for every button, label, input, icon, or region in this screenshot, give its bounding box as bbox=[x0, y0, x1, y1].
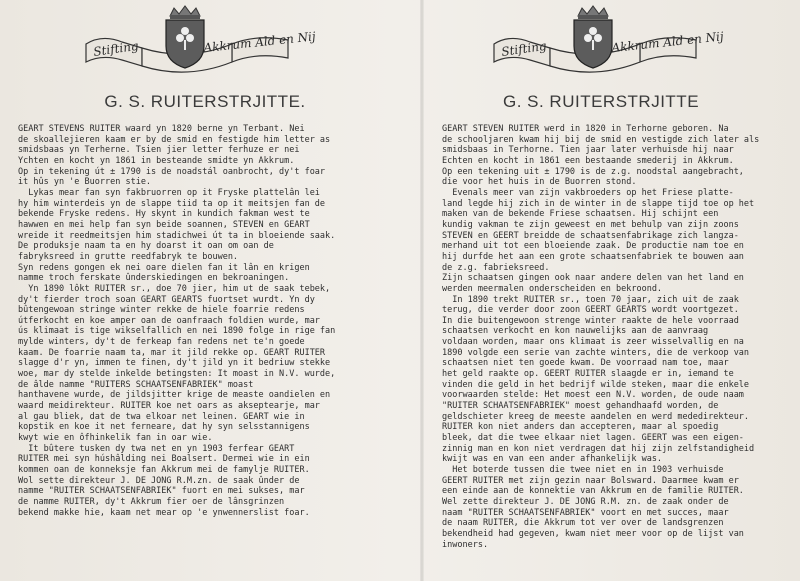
text-line: kommen oan de konneksje fan Akkrum mei de famylje RUITER. bbox=[18, 465, 310, 475]
text-line: ús klimaat is tige wikselfallich en nei 1890 folge in rige fan bbox=[18, 326, 336, 337]
text-line: inwoners. bbox=[442, 539, 489, 550]
text-line: RUITER kon niet anders dan accepteren, maar al spoedig bbox=[442, 422, 719, 433]
text-line: útferkocht en koe amper oan de oanfraach foldien wurde, mar bbox=[18, 315, 320, 326]
text-line: fabryksreed in grutte reedfabryk te bouwen. bbox=[18, 251, 239, 262]
svg-text:Stifting: Stifting bbox=[500, 38, 548, 59]
text-line: terug, die verder door zoon GEERT GEARTS wordt voortgezet. bbox=[442, 305, 739, 316]
text-line: Op een tekening uit ± 1790 is de z.g. noodstal aangebracht, bbox=[442, 166, 744, 177]
svg-text:Akkrum Ald en Nij: Akkrum Ald en Nij bbox=[610, 29, 725, 55]
text-line: schaatsen verkocht en kon nauwelijks aan de aanvraag bbox=[442, 326, 709, 337]
text-line: maken van de bekende Friese schaatsen. Hij schijnt een bbox=[442, 209, 719, 220]
text-line: "RUITER SCHAATSENFABRIEK" moest gehandhaafd worden, de bbox=[442, 401, 719, 412]
text-line: de âlde namme "RUITERS SCHAATSENFABRIEK" moast bbox=[18, 379, 254, 390]
text-line: slagge d'r yn, immen te finen, dy't jild yn it bedriuw stekke bbox=[18, 358, 331, 369]
text-line: woe, mar dy stelde inkelde betingsten: It moast in N.V. wurde, bbox=[18, 369, 336, 380]
text-line: In 1890 trekt RUITER sr., toen 70 jaar, zich uit de zaak bbox=[442, 294, 739, 305]
text-line: dy't fierder troch soan GEART GEARTS fuortset wurdt. Yn dy bbox=[18, 294, 315, 305]
text-line: In die buitengewoon strenge winter raakte de hele voorraad bbox=[442, 315, 739, 326]
text-line: de skoallejieren kaam er by de smid en festigde him letter as bbox=[18, 134, 331, 145]
text-line: Echten en kocht in 1861 een bestaande smederij in Akkrum. bbox=[442, 155, 734, 166]
text-line: De produksje naam ta en hy doarst it oan om oan de bbox=[18, 241, 274, 252]
page-title: G. S. RUITERSTRJITTE. bbox=[104, 92, 306, 111]
text-line: hanthavene wurde, de jildsjitter krige de measte oandielen en bbox=[18, 390, 331, 401]
text-line: 1890 volgde een serie van zachte winters, die de verkoop van bbox=[442, 347, 750, 358]
text-line: Yn 1890 lôkt RUITER sr., doe 70 jier, him ut de saak tebek, bbox=[18, 283, 331, 294]
text-line: Syn redens gongen ek nei oare dielen fan it lân en krigen bbox=[18, 262, 310, 273]
text-line: bekende Fryske redens. Hy skynt in kundich fakman west te bbox=[18, 209, 310, 220]
text-line: voldaan worden, maar ons klimaat is zeer wisselvallig en na bbox=[442, 337, 744, 348]
text-line: kwijt was en van een ander afhankelijk was. bbox=[442, 454, 663, 465]
text-line: hij durfde het aan een grote schaatsenfabriek te bouwen aan bbox=[442, 251, 744, 262]
text-line: STEVEN en GEERT breidde de schaatsenfabrikage zich langza- bbox=[442, 230, 739, 241]
text-line: vinden die geld in het bedrijf wilde steken, maar die enkele bbox=[442, 379, 750, 390]
text-line: werden meermalen onderscheiden en bekroond. bbox=[442, 283, 663, 294]
text-line: It bûtere tusken dy twa net en yn 1903 ferfear GEART bbox=[18, 443, 295, 454]
svg-text:Akkrum Ald en Nij: Akkrum Ald en Nij bbox=[202, 29, 317, 55]
text-line: smidsbaas in Terhorne. Tien jaar later verhuisde hij naar bbox=[442, 145, 734, 156]
text-line: merhand uit tot een bloeiende zaak. De productie nam toe en bbox=[442, 241, 744, 252]
text-line: zinnig man en kon niet verdragen dat hij zijn zelfstandigheid bbox=[442, 443, 755, 454]
text-line: voorwaarden stelde: Het moest een N.V. worden, de oude naam bbox=[442, 390, 744, 401]
text-line: kwyt wie en ôfhinkelik fan in oar wie. bbox=[18, 433, 213, 444]
text-line: bekendheid had gegeven, kwam niet meer voor op de lijst van bbox=[442, 528, 744, 539]
text-line: schaatsen niet ten goede kwam. De voorraad nam toe, maar bbox=[442, 358, 729, 369]
text-line: Evenals meer van zijn vakbroeders op het Friese platte- bbox=[442, 187, 734, 198]
text-line: Op in tekening út ± 1790 is de noadstál oanbrocht, dy't foar bbox=[18, 166, 326, 177]
text-line: bekend makke hie, kaam net mear op 'e ynwennerslist foar. bbox=[18, 507, 310, 518]
text-line: kaam. De foarrie naam ta, mar it jild rekke op. GEART RUITER bbox=[18, 347, 326, 358]
text-line: al gau bliek, dat de twa elkoar net leinen. GEART wie in bbox=[18, 411, 305, 422]
text-line: Wel zette direkteur J. DE JONG R.M. zn. de zaak onder de bbox=[442, 496, 729, 507]
text-line: wreide it reedmeitsjen him stadichwei út ta in bloeiende saak. bbox=[18, 230, 336, 241]
text-line: die voor het huis in de Buorren stond. bbox=[442, 177, 637, 188]
dutch-body-text bbox=[442, 124, 759, 550]
text-line: Zijn schaatsen gingen ook naar andere delen van het land en bbox=[442, 273, 744, 284]
text-line: hy him winterdeis yn de slappe tiid ta op it meitsjen fan de bbox=[18, 198, 326, 209]
page-title: G. S. RUITERSTRJITTE bbox=[502, 92, 700, 111]
text-line: Het boterde tussen die twee niet en in 1903 verhuisde bbox=[442, 465, 724, 475]
coat-of-arms-icon bbox=[490, 4, 725, 70]
text-line: RUITER mei syn húshâlding nei Boalsert. Dermei wie in ein bbox=[18, 454, 310, 465]
text-line: mylde winters, dy't de ferkeap fan redens net te'n goede bbox=[18, 337, 305, 348]
text-line: it hûs yn 'e Buorren stie. bbox=[18, 177, 152, 188]
text-line: kopstik en koe it net ferneare, dat hy syn selsstannigens bbox=[18, 422, 310, 433]
text-line: Wol sette direkteur J. DE JONG R.M.zn. de saak ûnder de bbox=[18, 475, 300, 486]
text-line: GEART STEVENS RUITER waard yn 1820 berne yn Terbant. Nei bbox=[18, 124, 305, 134]
text-line: de namme RUITER, dy't Akkrum fier oer de lânsgrinzen bbox=[18, 496, 285, 507]
text-line: Lykas mear fan syn fakbruorren op it Fryske plattelân lei bbox=[18, 187, 320, 198]
text-line: het geld raakte op. GEERT RUITER slaagde er in, iemand te bbox=[442, 369, 734, 380]
text-line: de naam RUITER, die Akkrum tot ver over de landsgrenzen bbox=[442, 518, 724, 529]
text-line: GEART STEVEN RUITER werd in 1820 in Terhorne geboren. Na bbox=[442, 124, 729, 134]
text-line: namme troch ferskate ûnderskiedingen en bekroaningen. bbox=[18, 273, 290, 284]
text-line: geldschieter kreeg de meeste aandelen en werd mededirekteur. bbox=[442, 411, 750, 422]
stifting-logo bbox=[490, 4, 725, 70]
stifting-logo bbox=[82, 4, 317, 70]
text-line: hawwen en mei help fan syn beide soannen, STEVEN en GEART bbox=[18, 219, 310, 230]
text-line: land legde hij zich in de winter in de slappe tijd toe op het bbox=[442, 198, 755, 209]
frisian-body-text bbox=[18, 124, 335, 518]
text-line: bûtengewoan stringe winter rekke de hiele foarrie redens bbox=[18, 305, 305, 316]
text-line: smidsbaas yn Terherne. Tsien jier letter ferhuze er nei bbox=[18, 145, 300, 156]
text-line: namme "RUITER SCHAATSENFABRIEK" fuort en mei sukses, mar bbox=[18, 486, 305, 497]
text-line: GEERT RUITER met zijn gezin naar Bolsward. Daarmee kwam er bbox=[442, 475, 739, 486]
text-line: waard meidirekteur. RUITER koe net oars as akseptearje, mar bbox=[18, 401, 320, 412]
text-line: de schooljaren kwam hij bij de smid en vestigde zich later als bbox=[442, 134, 760, 145]
text-line: een einde aan de konnektie van Akkrum en de familie RUITER. bbox=[442, 486, 744, 497]
text-line: bleek, dat die twee elkaar niet lagen. GEERT was een eigen- bbox=[442, 433, 744, 444]
text-line: de z.g. fabrieksreed. bbox=[442, 262, 550, 273]
text-line: kundig vakman te zijn geweest en met behulp van zijn zoons bbox=[442, 219, 739, 230]
svg-text:Stifting: Stifting bbox=[92, 38, 140, 59]
text-line: Ychten en kocht yn 1861 in besteande smidte yn Akkrum. bbox=[18, 155, 295, 166]
text-line: naam "RUITER SCHAATSENFABRIEK" voort en met succes, maar bbox=[442, 507, 729, 518]
page-fold bbox=[420, 0, 424, 581]
coat-of-arms-icon bbox=[82, 4, 317, 70]
